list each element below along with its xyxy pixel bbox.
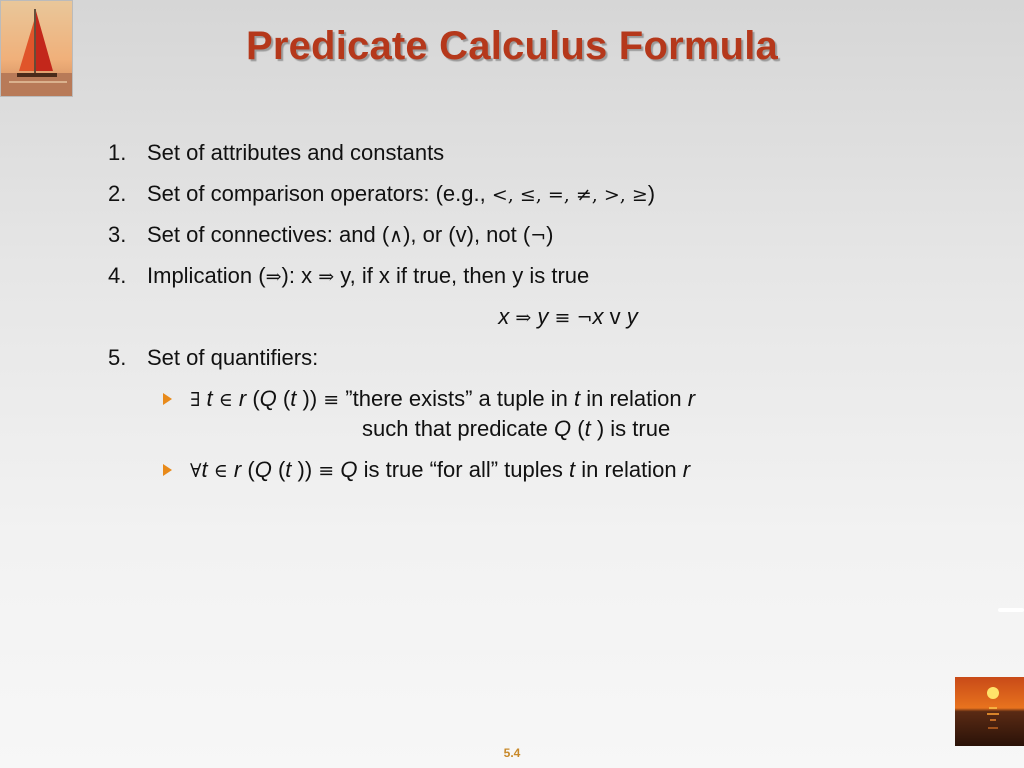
implication-formula: x ⇒ y ≡ ¬x v y [498,304,638,329]
list-item [108,220,988,250]
list-item [108,179,988,209]
list-item [108,343,988,373]
item-number: 2. [108,181,127,206]
item-number: 1. [108,140,127,165]
item-text: Implication (⇒): x ⇒ y, if x if true, then y is true [147,263,590,288]
bullet-arrow-icon [163,464,172,476]
item-text: Set of attributes and constants [147,140,445,165]
exists-quantifier-text: ∃ t ∈ r (Q (t )) ≡ ”there exists” a tuple in t in relation r [190,386,696,411]
quantifier-item [108,455,988,485]
sunset-logo [955,677,1024,746]
list-item [108,138,988,168]
quantifier-item [108,384,988,444]
slide-title: Predicate Calculus Formula [245,24,779,68]
item-text: Set of connectives: and (∧), or (v), not (¬) [147,222,554,247]
implication-symbol: ⇒ [318,266,335,288]
item-number: 4. [108,263,127,288]
bullet-arrow-icon [163,393,172,405]
and-symbol: ∧ [389,225,404,247]
item-text: Set of comparison operators: (e.g., <, ≤, =, ≠, >, ≥) [147,181,656,206]
item-text: Set of quantifiers: [147,345,319,370]
item-number: 5. [108,345,127,370]
decorative-line [998,608,1024,612]
list-item [108,261,988,291]
forall-quantifier-text: ∀t ∈ r (Q (t )) ≡ Q is true “for all” tuples t in relation r [190,457,691,482]
item-number: 3. [108,222,127,247]
page-number: 5.4 [503,746,521,760]
comparison-symbols: <, ≤, =, ≠, >, ≥ [491,184,648,206]
implication-symbol: ⇒ [265,266,282,288]
not-symbol: ¬ [530,225,547,247]
content-list [108,138,988,485]
exists-quantifier-text-line2: such that predicate Q (t ) is true [362,416,671,441]
